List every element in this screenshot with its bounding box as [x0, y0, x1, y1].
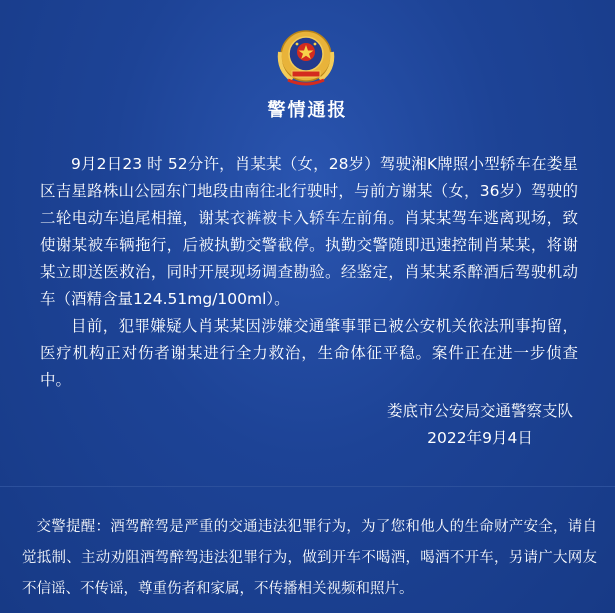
- issuer: 娄底市公安局交通警察支队: [386, 402, 573, 420]
- notice-text: 交警提醒：酒驾醉驾是严重的交通违法犯罪行为，为了您和他人的生命财产安全，请自觉抵制、主动劝阻酒驾醉驾违法犯罪行为，做到开车不喝酒，喝酒不开车，另请广大网友不信谣、不传谣，尊重伤者和家属，不传播相关视频和照片。: [22, 519, 597, 597]
- page-title: 警情通报: [267, 100, 348, 121]
- police-emblem-icon: [270, 22, 342, 94]
- report-body: [40, 151, 578, 394]
- report-paragraph: 目前，犯罪嫌疑人肖某某因涉嫌交通肇事罪已被公安机关依法刑事拘留，医疗机构正对伤者谢某进行全力救治，生命体征平稳。案件正在进一步侦查中。: [40, 317, 578, 389]
- report-paragraph: 9月2日23 时 52分许，肖某某（女，28岁）驾驶湘K牌照小型轿车在娄星区吉星路株山公园东门地段由南往北行驶时，与前方谢某（女，36岁）驾驶的二轮电动车追尾相撞，谢某衣裤被卡入轿车左前角。肖某某驾车逃离现场，致使谢某被车辆拖行，后被执勤交警截停。执勤交警随即迅速控制肖某某，将谢某立即送医救治，同时开展现场调查勘验。经鉴定，肖某某系醉酒后驾驶机动车（酒精含量124.51mg/100ml）。: [40, 155, 578, 308]
- signature-block: [387, 398, 573, 452]
- traffic-police-notice: [22, 512, 597, 605]
- divider: [0, 486, 615, 487]
- issue-date: 2022年9月4日: [427, 429, 533, 447]
